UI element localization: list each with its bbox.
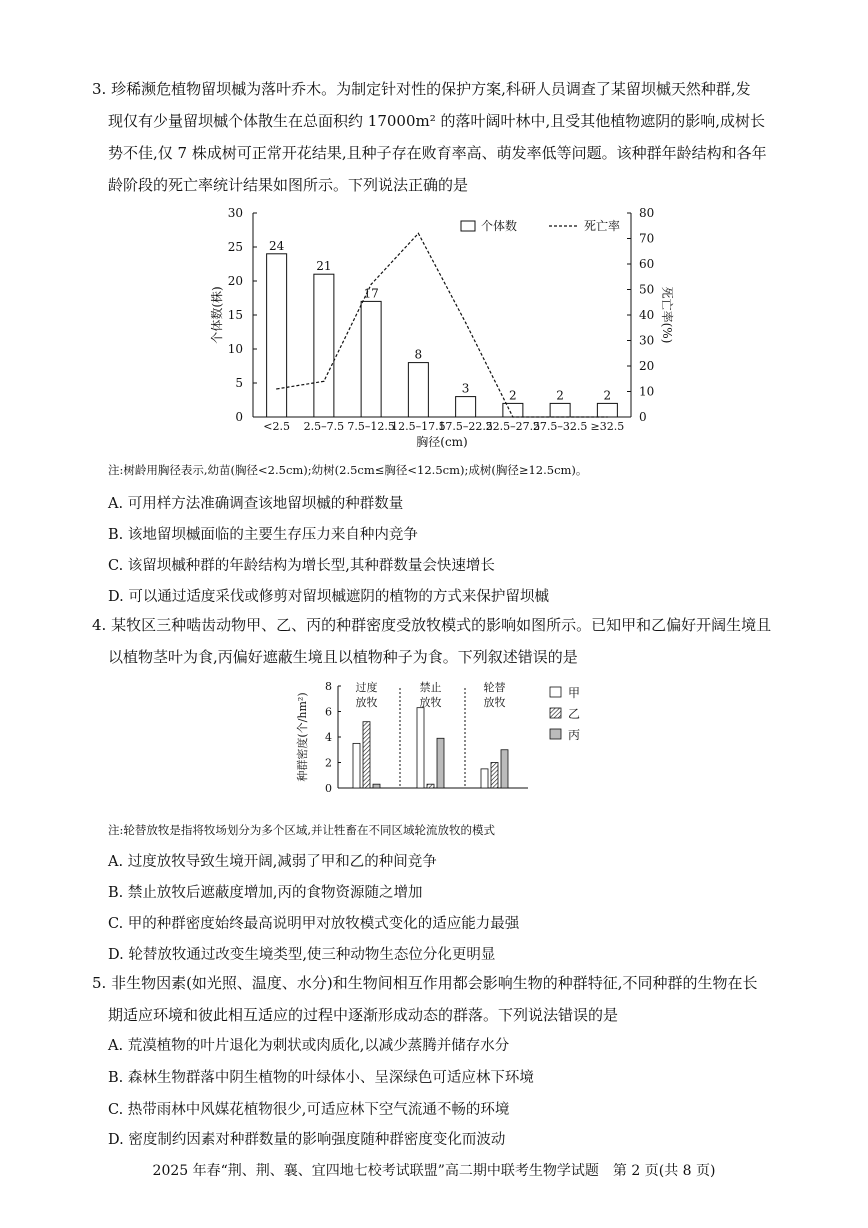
bar-2 <box>361 301 381 417</box>
y-tick-label: 6 <box>325 705 332 719</box>
legend-label-0: 甲 <box>568 686 581 700</box>
right-tick-label: 20 <box>639 359 655 373</box>
q5-line-2: 期适应环境和彼此相互适应的过程中逐渐形成动态的群落。下列说法错误的是 <box>108 1006 619 1024</box>
q5-option-d: D. 密度制约因素对种群数量的影响强度随种群密度变化而波动 <box>108 1132 506 1148</box>
bar-label-5: 2 <box>509 388 517 403</box>
legend-bar-swatch <box>461 221 475 231</box>
mortality-point-2 <box>371 284 372 285</box>
right-tick-label: 70 <box>639 231 655 246</box>
left-tick-label: 15 <box>227 308 243 322</box>
bar-label-0: 24 <box>268 238 285 253</box>
q4-option-b: B. 禁止放牧后遮蔽度增加,丙的食物资源随之增加 <box>108 885 423 901</box>
x-tick-label-7: ≥32.5 <box>590 420 625 433</box>
bar-0-1 <box>363 722 370 788</box>
y-tick-label: 8 <box>325 680 332 693</box>
right-tick-label: 60 <box>639 257 655 271</box>
group-label-0-b: 放牧 <box>355 696 378 709</box>
bar-2-2 <box>501 750 508 788</box>
left-tick-label: 5 <box>235 376 243 390</box>
group-label-2-a: 轮替 <box>483 681 506 694</box>
y-axis-title: 种群密度(个/hm²) <box>296 692 309 782</box>
bar-label-4: 3 <box>461 381 470 396</box>
y-tick-label: 4 <box>325 731 332 744</box>
group-label-0-a: 过度 <box>355 681 378 694</box>
x-tick-label-1: 2.5–7.5 <box>303 420 345 433</box>
bar-2-1 <box>491 763 498 789</box>
mortality-point-0 <box>276 388 277 389</box>
bar-2-0 <box>481 769 488 788</box>
legend-swatch-2 <box>550 729 561 739</box>
q3-line-3: 势不佳,仅 7 株成树可正常开花结果,且种子存在败育率高、萌发率低等问题。该种群年龄结构和各年 <box>108 144 767 162</box>
mortality-point-7 <box>607 416 608 417</box>
q4-line-2: 以植物茎叶为食,丙偏好遮蔽生境且以植物种子为食。下列叙述错误的是 <box>108 648 578 666</box>
legend-bar-label: 个体数 <box>481 219 518 233</box>
bar-label-3: 8 <box>414 347 423 362</box>
bar-label-6: 2 <box>556 388 564 403</box>
bar-0-0 <box>353 743 360 788</box>
left-tick-label: 20 <box>227 274 243 288</box>
q4-option-a: A. 过度放牧导致生境开阔,减弱了甲和乙的种间竞争 <box>108 854 437 870</box>
legend-line-label: 死亡率 <box>584 219 621 233</box>
q3-option-b: B. 该地留坝槭面临的主要生存压力来自种内竞争 <box>108 527 418 543</box>
right-tick-label: 30 <box>639 333 655 348</box>
mortality-point-4 <box>465 322 466 323</box>
q4-line-1: 4. 某牧区三种啮齿动物甲、乙、丙的种群密度受放牧模式的影响如图所示。已知甲和乙偏好开阔生境且 <box>92 616 772 634</box>
bar-6 <box>550 403 570 417</box>
mortality-point-5 <box>512 416 513 417</box>
legend-label-1: 乙 <box>568 707 581 721</box>
x-tick-label-6: 27.5–32.5 <box>532 420 588 433</box>
age-structure-chart <box>195 200 675 450</box>
right-tick-label: 10 <box>639 384 655 399</box>
q5-line-1: 5. 非生物因素(如光照、温度、水分)和生物间相互作用都会影响生物的种群特征,不同种群的生物在长 <box>92 974 758 992</box>
bar-7 <box>597 403 617 417</box>
x-tick-label-5: 22.5–27.5 <box>485 420 541 433</box>
bar-label-2: 17 <box>363 286 379 301</box>
x-tick-label-0: <2.5 <box>263 420 290 433</box>
bar-label-1: 21 <box>316 259 332 274</box>
group-label-1-a: 禁止 <box>419 681 442 694</box>
mortality-point-3 <box>418 233 419 234</box>
legend-swatch-1 <box>550 708 561 718</box>
q4-note: 注:轮替放牧是指将牧场划分为多个区域,并让牲畜在不同区域轮流放牧的模式 <box>108 823 496 837</box>
left-tick-label: 10 <box>227 342 243 356</box>
q3-option-a: A. 可用样方法准确调查该地留坝槭的种群数量 <box>108 496 404 512</box>
y-tick-label: 0 <box>325 782 332 795</box>
q4-option-d: D. 轮替放牧通过改变生境类型,使三种动物生态位分化更明显 <box>108 947 496 963</box>
legend-label-2: 丙 <box>568 728 581 742</box>
x-axis-title: 胸径(cm) <box>416 435 468 449</box>
left-tick-label: 0 <box>235 410 243 424</box>
bar-1-2 <box>437 738 444 788</box>
q3-line-1: 3. 珍稀濒危植物留坝槭为落叶乔木。为制定针对性的保护方案,科研人员调查了某留坝槭天然种群,发 <box>92 80 751 98</box>
x-tick-label-4: 17.5–22.5 <box>438 420 493 433</box>
q5-option-b: B. 森林生物群落中阴生植物的叶绿体小、呈深绿色可适应林下环境 <box>108 1070 534 1086</box>
bar-0-2 <box>373 784 380 788</box>
bar-4 <box>456 397 476 417</box>
right-tick-label: 40 <box>639 308 655 322</box>
bar-1-1 <box>427 784 434 788</box>
left-tick-label: 30 <box>227 206 243 220</box>
x-tick-label-3: 12.5–17.5 <box>391 420 446 433</box>
x-tick-label-2: 7.5–12.5 <box>347 420 395 433</box>
grazing-density-chart <box>290 676 620 802</box>
bar-1 <box>314 274 334 417</box>
group-label-2-b: 放牧 <box>483 696 506 709</box>
bar-0 <box>267 254 287 417</box>
bar-5 <box>503 403 523 417</box>
bar-1-0 <box>417 708 424 788</box>
q3-note: 注:树龄用胸径表示,幼苗(胸径<2.5cm);幼树(2.5cm≤胸径<12.5cm);成树(胸径≥12.5cm)。 <box>108 463 588 477</box>
right-tick-label: 80 <box>639 206 655 220</box>
left-axis-title: 个体数(株) <box>210 286 224 344</box>
page-footer: 2025 年春“荆、荆、襄、宜四地七校考试联盟”高二期中联考生物学试题 第 2 页(共 8 页) <box>152 1163 716 1179</box>
right-axis-title: 死亡率(%) <box>660 286 674 344</box>
group-label-1-b: 放牧 <box>419 696 442 709</box>
q3-line-2: 现仅有少量留坝槭个体散生在总面积约 17000m² 的落叶阔叶林中,且受其他植物遮阴的影响,成树长 <box>108 112 766 130</box>
bar-3 <box>408 363 428 417</box>
legend-swatch-0 <box>550 687 561 697</box>
right-tick-label: 50 <box>639 282 655 297</box>
q3-line-4: 龄阶段的死亡率统计结果如图所示。下列说法正确的是 <box>108 176 469 194</box>
y-tick-label: 2 <box>325 756 332 770</box>
right-tick-label: 0 <box>639 410 647 424</box>
mortality-point-1 <box>323 381 324 382</box>
q5-option-c: C. 热带雨林中风媒花植物很少,可适应林下空气流通不畅的环境 <box>108 1102 510 1118</box>
q3-option-d: D. 可以通过适度采伐或修剪对留坝槭遮阴的植物的方式来保护留坝槭 <box>108 589 549 605</box>
q3-option-c: C. 该留坝槭种群的年龄结构为增长型,其种群数量会快速增长 <box>108 558 495 574</box>
mortality-point-6 <box>560 416 561 417</box>
left-tick-label: 25 <box>227 240 243 254</box>
q5-option-a: A. 荒漠植物的叶片退化为刺状或肉质化,以减少蒸腾并储存水分 <box>108 1038 510 1054</box>
bar-label-7: 2 <box>603 388 612 403</box>
q4-option-c: C. 甲的种群密度始终最高说明甲对放牧模式变化的适应能力最强 <box>108 916 520 932</box>
